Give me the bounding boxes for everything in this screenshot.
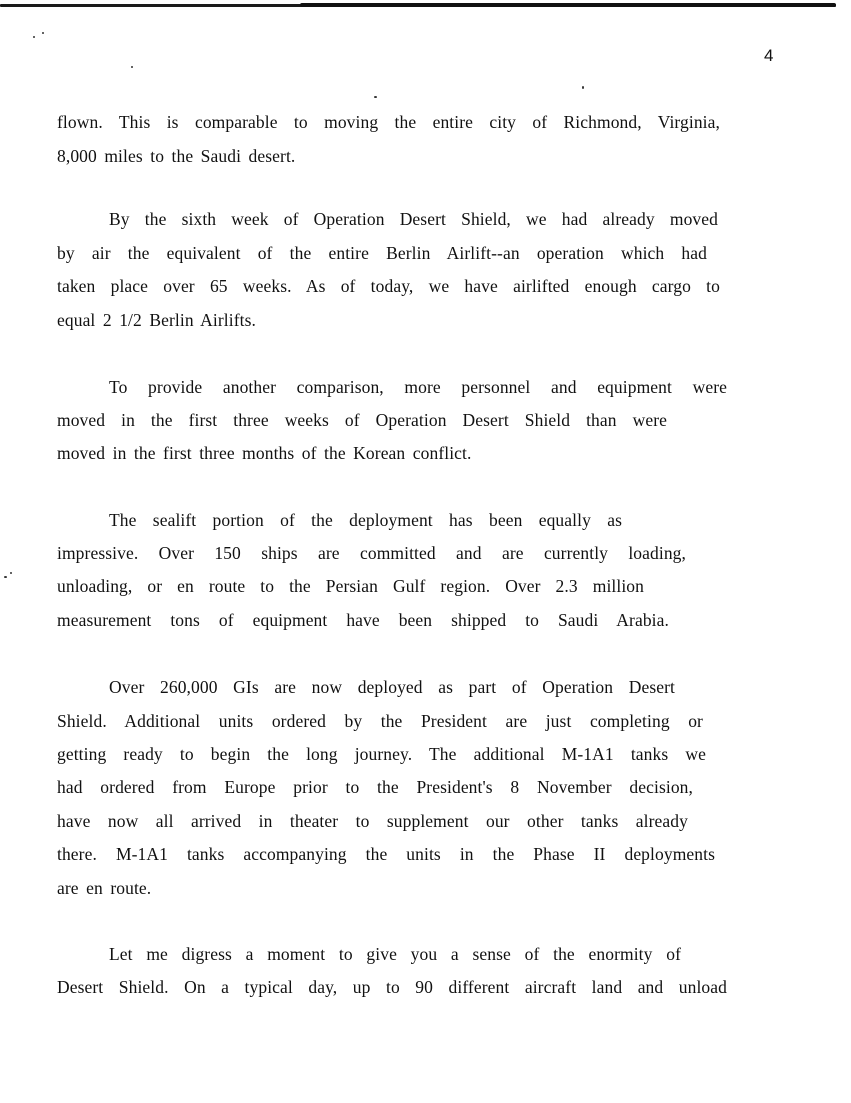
text-line: moved in the first three weeks of Operation Desert Shield than were <box>57 410 667 430</box>
text-line: there. M-1A1 tanks accompanying the units in the Phase II deployments <box>57 844 715 864</box>
text-line: by air the equivalent of the entire Berlin Airlift--an operation which had <box>57 243 707 263</box>
text-line: Let me digress a moment to give you a sense of the enormity of <box>109 944 681 964</box>
scan-speck <box>374 96 377 98</box>
text-line: getting ready to begin the long journey. The additional M-1A1 tanks we <box>57 744 706 764</box>
scan-speck <box>582 86 584 89</box>
scan-speck <box>10 572 12 574</box>
text-line: Desert Shield. On a typical day, up to 90 different aircraft land and unload <box>57 977 727 997</box>
text-line: are en route. <box>57 878 152 898</box>
text-line: By the sixth week of Operation Desert Shield, we had already moved <box>109 209 718 229</box>
text-line: impressive. Over 150 ships are committed and are currently loading, <box>57 543 686 563</box>
text-line: Shield. Additional units ordered by the President are just completing or <box>57 711 703 731</box>
page-number: 4 <box>764 46 774 65</box>
text-line: Over 260,000 GIs are now deployed as part of Operation Desert <box>109 677 675 697</box>
text-line: measurement tons of equipment have been shipped to Saudi Arabia. <box>57 610 669 630</box>
text-line: To provide another comparison, more personnel and equipment were <box>109 377 727 397</box>
text-line: The sealift portion of the deployment has been equally as <box>109 510 622 530</box>
text-line: flown. This is comparable to moving the entire city of Richmond, Virginia, <box>57 112 720 132</box>
scan-speck <box>42 32 44 34</box>
scan-speck <box>4 576 7 578</box>
scan-speck <box>131 66 133 68</box>
text-line: equal 2 1/2 Berlin Airlifts. <box>57 310 257 330</box>
text-line: 8,000 miles to the Saudi desert. <box>57 146 296 166</box>
text-line: taken place over 65 weeks. As of today, we have airlifted enough cargo to <box>57 276 720 296</box>
text-line: moved in the first three months of the Korean conflict. <box>57 443 472 463</box>
top-scan-rule-thick <box>300 3 836 7</box>
scan-speck <box>33 36 35 38</box>
text-line: have now all arrived in theater to supplement our other tanks already <box>57 811 688 831</box>
text-line: unloading, or en route to the Persian Gulf region. Over 2.3 million <box>57 576 644 596</box>
text-line: had ordered from Europe prior to the President's 8 November decision, <box>57 777 693 797</box>
